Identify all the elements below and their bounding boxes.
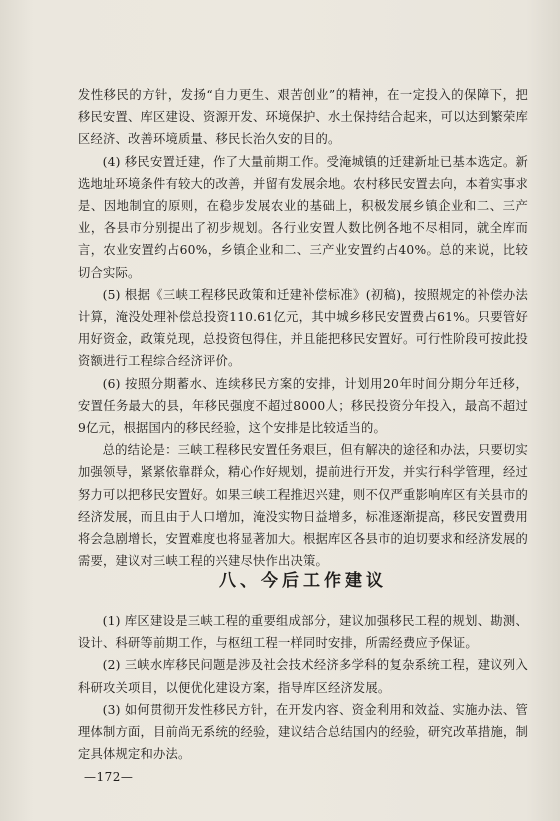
paragraph-item-6: (6) 按照分期蓄水、连续移民方案的安排，计划用20年时间分期分年迁移，安置任务最大的县，年移民强度不超过8000人；移民投资分年投入，最高不超过9亿元，根据国内的移民经验，这个安排是比较适当的。 xyxy=(78,376,528,436)
paragraph-conclusion: 总的结论是：三峡工程移民安置任务艰巨，但有解决的途径和办法，只要切实加强领导，紧紧依靠群众，精心作好规划，提前进行开发，并实行科学管理，经过努力可以把移民安置好。如果三峡工程推迟兴建，则不仅严重影响库区有关县市的经济发展，而且由于人口增加，淹没实物日益增多，标准逐渐提高，移民安置费用将会急剧增长，安置难度也将显著加大。根据库区各县市的迫切要求和经济发展的需要，建议对三峡工程的兴建尽快作出决策。 xyxy=(78,443,528,569)
recommendation-item-2: (2) 三峡水库移民问题是涉及社会技术经济多学科的复杂系统工程，建议列入科研攻关项目，以便优化建设方案，指导库区经济发展。 xyxy=(78,658,528,695)
paragraph-item-5: (5) 根据《三峡工程移民政策和迁建补偿标准》(初稿)，按照规定的补偿办法计算，淹没处理补偿总投资110.61亿元，其中城乡移民安置费占61%。只要管好用好资金，政策兑现，总投资包得住，并且能把移民安置好。可行性阶段可按此投资额进行工程综合经济评价。 xyxy=(78,287,528,369)
body-text-bottom xyxy=(78,610,528,765)
recommendation-item-3: (3) 如何贯彻开发性移民方针，在开发内容、资金利用和效益、实施办法、管理体制方面，目前尚无系统的经验，建议结合总结国内的经验，研究改革措施，制定具体规定和办法。 xyxy=(78,702,528,762)
paragraph-continued: 发性移民的方针，发扬“自力更生、艰苦创业”的精神，在一定投入的保障下，把移民安置、库区建设、资源开发、环境保护、水土保持结合起来，可以达到繁荣库区经济、改善环境质量、移民长治久安的目的。 xyxy=(78,88,528,147)
recommendation-item-1: (1) 库区建设是三峡工程的重要组成部分，建议加强移民工程的规划、勘测、设计、科研等前期工作，与枢纽工程一样同时安排，所需经费应予保证。 xyxy=(78,614,528,651)
section-heading: 八、今后工作建议 xyxy=(219,571,387,591)
paragraph-item-4: (4) 移民安置迁建，作了大量前期工作。受淹城镇的迁建新址已基本选定。新选地址环境条件有较大的改善，并留有发展余地。农村移民安置去向，本着实事求是、因地制宜的原则，在稳步发展农业的基础上，积极发展乡镇企业和二、三产业，各县市分别提出了初步规划。各行业安置人数比例各地不尽相同，就全库而言，农业安置约占60%，乡镇企业和二、三产业安置约占40%。总的来说，比较切合实际。 xyxy=(78,154,528,280)
body-text-top xyxy=(78,84,528,572)
page-number: —172— xyxy=(84,770,134,784)
